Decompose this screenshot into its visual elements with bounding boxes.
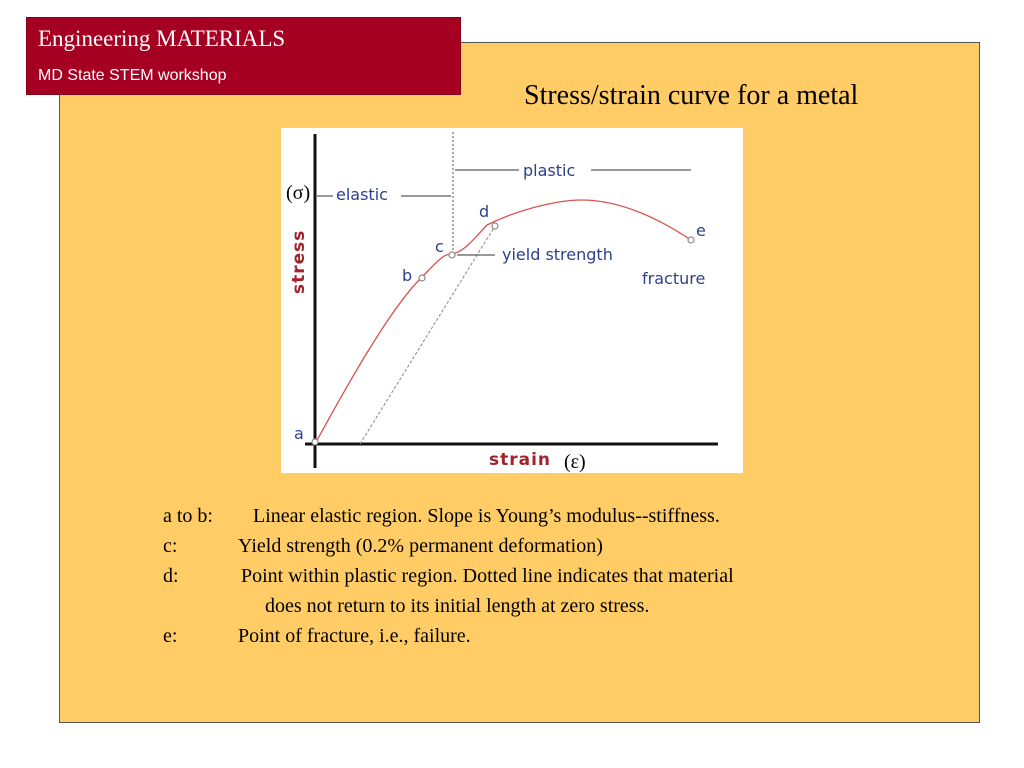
note-key: c: [163,535,178,557]
y-axis-symbol: (σ) [286,182,311,204]
note-text: Point within plastic region. Dotted line indicates that material [241,565,734,587]
note-key: e: [163,625,178,647]
header-title: Engineering MATERIALS [38,26,286,51]
y-axis-label: stress [289,229,309,294]
unloading-line [360,226,495,444]
point-c-label: c [435,237,444,256]
stress-strain-curve [315,200,691,444]
point-a-label: a [294,424,304,443]
point-e-label: e [696,221,706,240]
note-text: Point of fracture, i.e., failure. [238,625,471,647]
header-banner [27,18,460,94]
note-text: Linear elastic region. Slope is Young’s modulus--stiffness. [253,505,720,527]
point-d-marker [492,223,498,229]
note-key: a to b: [163,505,213,527]
yield-strength-label: yield strength [502,245,613,264]
region-elastic-label: elastic [336,185,388,204]
note-text: does not return to its initial length at zero stress. [265,595,650,617]
header-subtitle: MD State STEM workshop [38,67,227,84]
stress-strain-diagram [281,128,743,473]
x-axis-symbol: (ε) [564,451,586,473]
fracture-label: fracture [642,269,706,288]
slide-title: Stress/strain curve for a metal [524,80,859,111]
point-a-marker [312,439,318,445]
point-d-label: d [479,202,490,221]
point-e-marker [688,237,694,243]
x-axis-label: strain [489,450,552,470]
note-key: d: [163,565,179,587]
region-plastic-label: plastic [523,161,576,180]
point-b-label: b [402,266,413,285]
note-text: Yield strength (0.2% permanent deformation) [238,535,603,557]
point-c-marker [449,252,455,258]
point-b-marker [419,275,425,281]
